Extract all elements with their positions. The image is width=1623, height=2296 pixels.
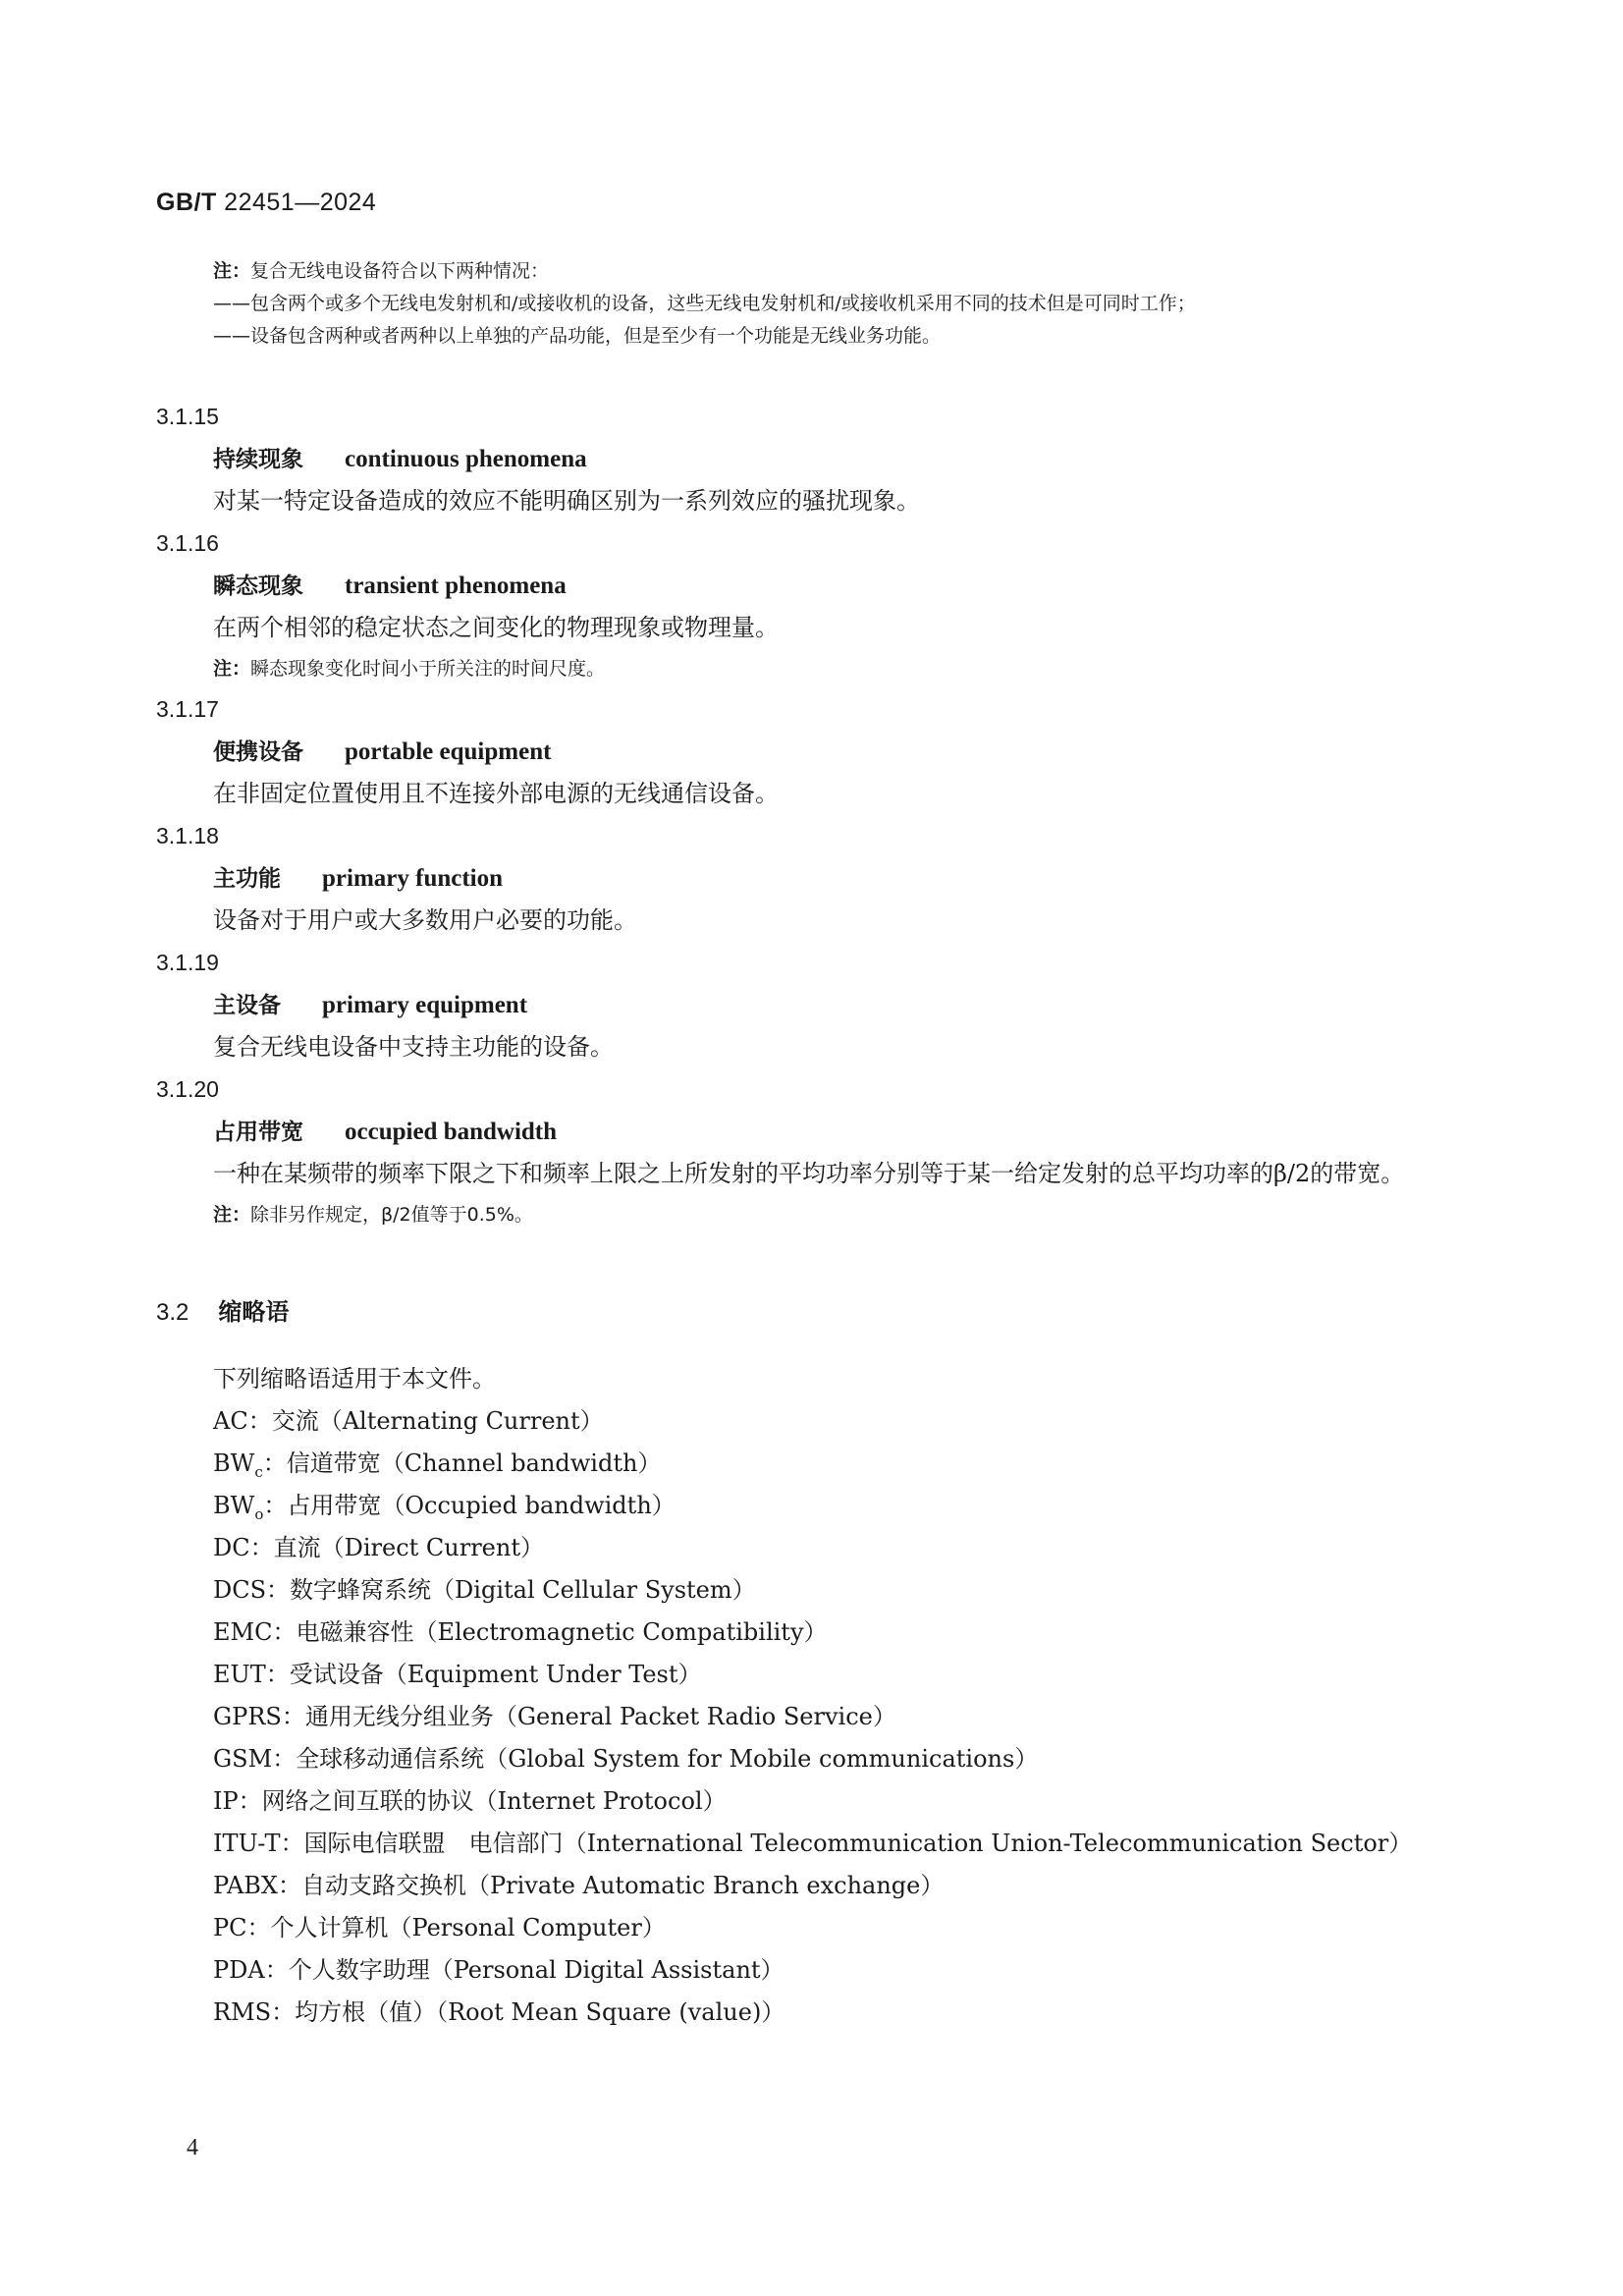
term-name — [156, 438, 1433, 480]
abbreviation-en: Alternating Current — [342, 1407, 580, 1435]
abbreviation-entry: RMS：均方根（值）（Root Mean Square (value)） — [213, 1998, 785, 2026]
abbreviation-term: IP — [213, 1787, 239, 1815]
term-name-en: transient phenomena — [345, 573, 567, 599]
term-name-en: portable equipment — [345, 738, 552, 765]
abbreviation-term: AC — [213, 1407, 248, 1435]
term-name-en: primary function — [322, 865, 504, 892]
abbreviation-en: Global System for Mobile communications — [508, 1745, 1015, 1773]
abbreviation-en: International Telecommunication Union-Telecommunication Sector — [586, 1830, 1389, 1857]
term-name — [156, 857, 1433, 900]
abbreviation-entry: PDA：个人数字助理（Personal Digital Assistant） — [213, 1956, 784, 1984]
abbreviation-zh: 数字蜂窝系统 — [290, 1576, 432, 1604]
abbreviation-term: EMC — [213, 1618, 273, 1646]
abbreviation-entry: GSM：全球移动通信系统（Global System for Mobile communications） — [213, 1745, 1039, 1773]
abbreviation-entry: EMC：电磁兼容性（Electromagnetic Compatibility） — [213, 1618, 828, 1646]
abbreviation-term: ITU-T — [213, 1830, 281, 1857]
term-name — [156, 984, 1433, 1026]
abbreviation-zh: 交流 — [271, 1407, 319, 1435]
abbreviation-term: DC — [213, 1534, 250, 1561]
term-note — [156, 1195, 1433, 1234]
term-name — [156, 1111, 1433, 1153]
term-name-zh: 主功能 — [213, 866, 281, 892]
abbreviation-entry: PC：个人计算机（Personal Computer） — [213, 1914, 666, 1941]
abbreviation-entry: DC：直流（Direct Current） — [213, 1534, 544, 1561]
abbreviation-en: Occupied bandwidth — [405, 1492, 652, 1519]
section-number: 3.2 — [156, 1299, 189, 1326]
abbreviation-zh: 占用带宽 — [287, 1492, 382, 1519]
abbreviation-en: Internet Protocol — [497, 1787, 703, 1815]
term-name-zh: 瞬态现象 — [213, 574, 303, 599]
abbreviation-term: PABX — [213, 1872, 278, 1899]
term-definition: 设备对于用户或大多数用户必要的功能。 — [213, 906, 637, 934]
section-heading — [156, 1292, 289, 1327]
standard-number: 22451—2024 — [224, 189, 377, 216]
note-item: ——包含两个或多个无线电发射机和/或接收机的设备，这些无线电发射机和/或接收机采用不同的技术但是可同时工作； — [213, 293, 1196, 314]
abbreviation-entry: PABX：自动支路交换机（Private Automatic Branch exchange） — [213, 1872, 945, 1899]
abbreviation-zh: 网络之间互联的协议 — [261, 1787, 474, 1815]
term-name-zh: 持续现象 — [213, 447, 303, 472]
abbreviation-term: RMS — [213, 1998, 272, 2026]
document-header — [156, 189, 376, 217]
term-note-label: 注： — [213, 1204, 251, 1226]
abbreviation-term: PC — [213, 1914, 247, 1941]
abbreviation-term: EUT — [213, 1661, 266, 1688]
abbreviation-zh: 全球移动通信系统 — [296, 1745, 485, 1773]
term-name — [156, 731, 1433, 773]
section-title: 缩略语 — [218, 1298, 290, 1326]
term-note-text: 瞬态现象变化时间小于所关注的时间尺度。 — [250, 658, 606, 680]
abbreviation-zh: 受试设备 — [289, 1661, 384, 1688]
term-definition: 复合无线电设备中支持主功能的设备。 — [213, 1033, 614, 1061]
note-item: ——设备包含两种或者两种以上单独的产品功能，但是至少有一个功能是无线业务功能。 — [213, 325, 942, 347]
abbreviation-entry: ITU-T：国际电信联盟 电信部门（International Telecommunication Union-Telecommunication Sector） — [213, 1830, 1413, 1857]
abbreviation-term: GSM — [213, 1745, 273, 1773]
term-definition: 一种在某频带的频率下限之下和频率上限之上所发射的平均功率分别等于某一给定发射的总平均功率的β/2的带宽。 — [213, 1160, 1405, 1187]
abbreviation-entry: EUT：受试设备（Equipment Under Test） — [213, 1661, 702, 1688]
abbreviation-en: General Packet Radio Service — [516, 1703, 873, 1730]
term-number: 3.1.16 — [156, 530, 219, 556]
abbreviation-entry: DCS：数字蜂窝系统（Digital Cellular System） — [213, 1576, 756, 1604]
abbreviation-zh: 国际电信联盟 电信部门 — [303, 1830, 564, 1857]
term-note-text: 除非另作规定，β/2值等于0.5%。 — [250, 1204, 533, 1226]
term-name-en: continuous phenomena — [345, 446, 587, 472]
abbreviation-en: Personal Computer — [411, 1914, 642, 1941]
page-number: 4 — [187, 2135, 198, 2160]
term-number: 3.1.15 — [156, 404, 219, 429]
abbreviation-zh: 均方根（值） — [295, 1998, 437, 2026]
abbreviation-term: GPRS — [213, 1703, 282, 1730]
abbreviation-term: BW — [213, 1492, 255, 1519]
term-definition: 在非固定位置使用且不连接外部电源的无线通信设备。 — [213, 780, 779, 807]
abbreviation-zh: 直流 — [273, 1534, 321, 1561]
abbreviation-entry: $BW_c$：信道带宽（Channel bandwidth） — [213, 1449, 662, 1481]
abbreviation-en: Equipment Under Test — [406, 1661, 678, 1688]
standard-code: GB/T — [156, 189, 217, 216]
abbreviation-subscript: c — [254, 1462, 263, 1481]
term-name — [156, 565, 1433, 607]
term-name-en: primary equipment — [322, 992, 528, 1018]
composite-equipment-note — [213, 255, 1435, 353]
abbreviation-subscript: o — [254, 1504, 264, 1523]
note-label: 注： — [213, 260, 251, 282]
abbreviation-term: PDA — [213, 1956, 265, 1984]
term-definition: 对某一特定设备造成的效应不能明确区别为一系列效应的骚扰现象。 — [213, 487, 920, 515]
abbreviation-en: Private Automatic Branch exchange — [490, 1872, 921, 1899]
note-intro: 复合无线电设备符合以下两种情况： — [250, 260, 550, 282]
abbreviation-en: Digital Cellular System — [455, 1576, 732, 1604]
abbreviation-entry: IP：网络之间互联的协议（Internet Protocol） — [213, 1787, 727, 1815]
term-note-label: 注： — [213, 658, 251, 680]
term-name-zh: 主设备 — [213, 993, 281, 1018]
abbreviation-entry: $BW_o$：占用带宽（Occupied bandwidth） — [213, 1492, 676, 1523]
abbreviation-zh: 个人计算机 — [270, 1914, 389, 1941]
abbreviation-zh: 信道带宽 — [286, 1449, 381, 1477]
abbreviation-en: Channel bandwidth — [404, 1449, 638, 1477]
abbreviation-zh: 通用无线分组业务 — [304, 1703, 494, 1730]
term-definition: 在两个相邻的稳定状态之间变化的物理现象或物理量。 — [213, 614, 779, 641]
abbreviation-zh: 电磁兼容性 — [296, 1618, 414, 1646]
abbreviation-term: DCS — [213, 1576, 267, 1604]
abbreviation-term: BW — [213, 1449, 255, 1477]
term-name-en: occupied bandwidth — [345, 1119, 558, 1145]
abbreviations-list — [156, 1358, 1433, 2034]
term-number: 3.1.18 — [156, 823, 219, 848]
abbreviation-en: Personal Digital Assistant — [453, 1956, 761, 1984]
term-number: 3.1.19 — [156, 950, 219, 975]
abbreviation-en: Root Mean Square (value) — [448, 1998, 762, 2026]
term-name-zh: 占用带宽 — [213, 1120, 303, 1145]
term-number: 3.1.17 — [156, 696, 219, 722]
abbreviation-en: Electromagnetic Compatibility — [437, 1618, 804, 1646]
term-number: 3.1.20 — [156, 1076, 219, 1102]
term-note — [156, 649, 1433, 688]
terms-list — [156, 396, 1433, 1234]
abbreviation-zh: 自动支路交换机 — [301, 1872, 466, 1899]
abbreviation-entry: AC：交流（Alternating Current） — [213, 1407, 604, 1435]
term-name-zh: 便携设备 — [213, 739, 303, 765]
abbreviation-zh: 个人数字助理 — [288, 1956, 430, 1984]
abbreviation-entry: GPRS：通用无线分组业务（General Packet Radio Service） — [213, 1703, 896, 1730]
abbreviations-intro: 下列缩略语适用于本文件。 — [213, 1365, 496, 1393]
abbreviation-en: Direct Current — [344, 1534, 520, 1561]
